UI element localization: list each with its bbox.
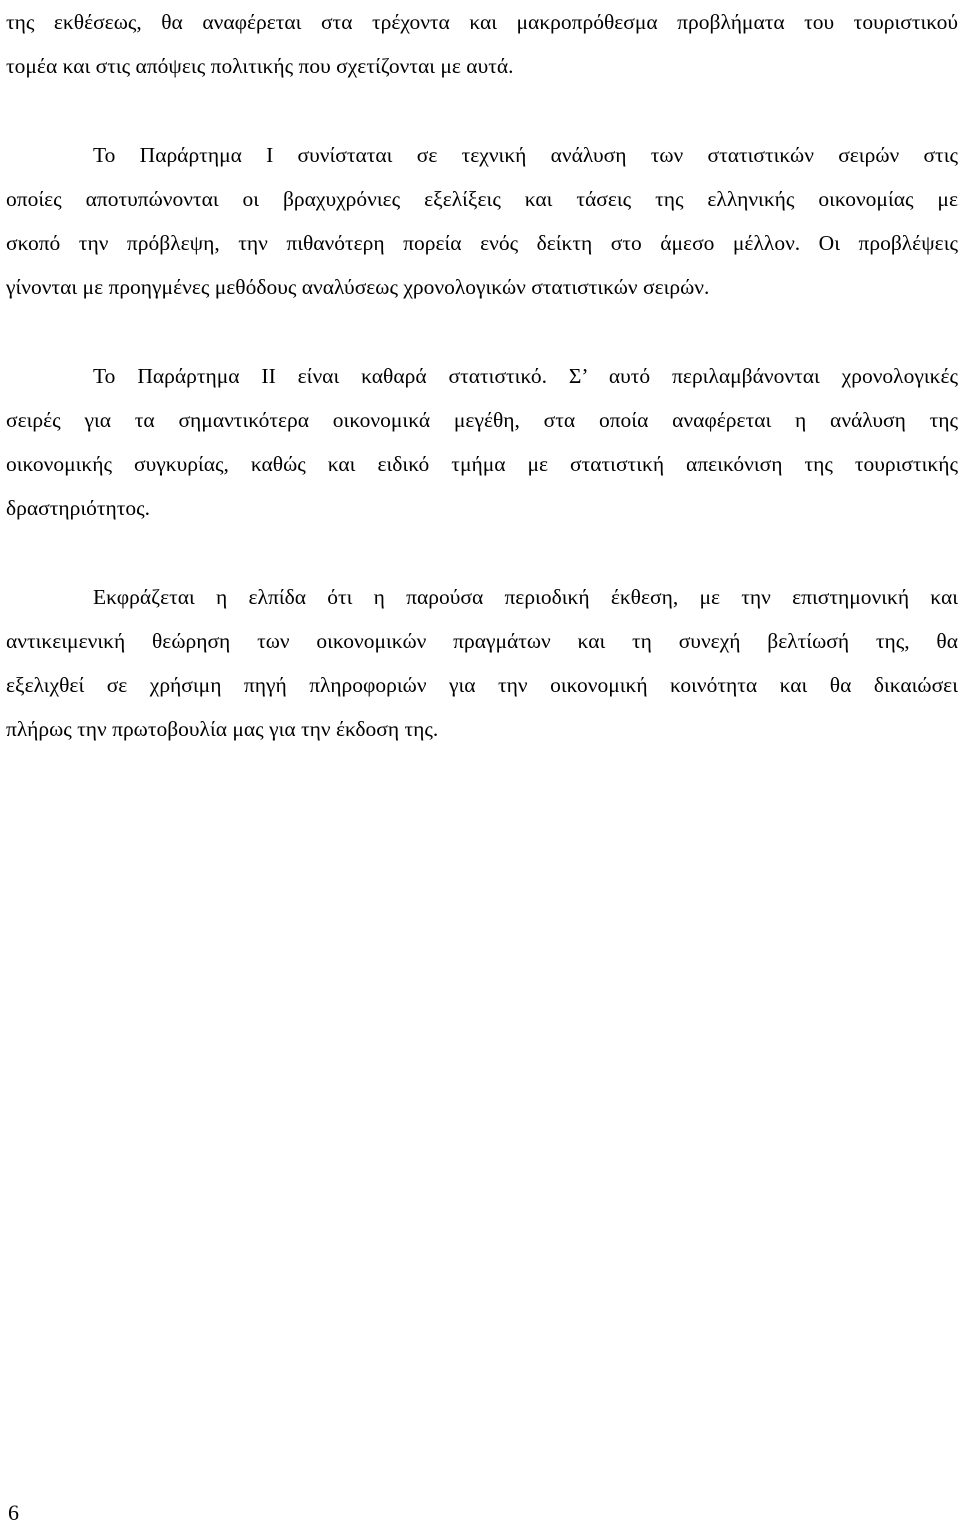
document-body — [6, 0, 958, 751]
paragraph-line: Το Παράρτημα Ι συνίσταται σε τεχνική ανάλυση των στατιστικών σειρών στις — [93, 143, 958, 167]
paragraph-line: γίνονται με προηγμένες μεθόδους αναλύσεως χρονολογικών στατιστικών σειρών. — [6, 275, 710, 299]
paragraph-line: δραστηριότητος. — [6, 496, 151, 520]
paragraph-spacer — [6, 309, 958, 354]
paragraph-line: οποίες αποτυπώνονται οι βραχυχρόνιες εξελίξεις και τάσεις της ελληνικής οικονομίας με — [6, 187, 958, 211]
paragraph-line: της εκθέσεως, θα αναφέρεται στα τρέχοντα και μακροπρόθεσμα προβλήματα του τουριστικού — [6, 10, 958, 34]
paragraph-4 — [6, 575, 958, 751]
paragraph-line: εξελιχθεί σε χρήσιμη πηγή πληροφοριών για την οικονομική κοινότητα και θα δικαιώσει — [6, 673, 958, 697]
paragraph-spacer — [6, 530, 958, 575]
paragraph-line: τομέα και στις απόψεις πολιτικής που σχετίζονται με αυτά. — [6, 54, 514, 78]
paragraph-2 — [6, 133, 958, 309]
paragraph-line: πλήρως την πρωτοβουλία μας για την έκδοση της. — [6, 717, 439, 741]
paragraph-spacer — [6, 88, 958, 133]
paragraph-line: σειρές για τα σημαντικότερα οικονομικά μεγέθη, στα οποία αναφέρεται η ανάλυση της — [6, 408, 958, 432]
paragraph-line: οικονομικής συγκυρίας, καθώς και ειδικό τμήμα με στατιστική απεικόνιση της τουριστικής — [6, 452, 958, 476]
paragraph-line: σκοπό την πρόβλεψη, την πιθανότερη πορεία ενός δείκτη στο άμεσο μέλλον. Οι προβλέψεις — [6, 231, 958, 255]
page-number: 6 — [8, 1500, 19, 1525]
paragraph-line: αντικειμενική θεώρηση των οικονομικών πραγμάτων και τη συνεχή βελτίωσή της, θα — [6, 629, 958, 653]
paragraph-3 — [6, 354, 958, 530]
paragraph-line: Το Παράρτημα ΙΙ είναι καθαρά στατιστικό. Σ’ αυτό περιλαμβάνονται χρονολογικές — [93, 364, 958, 388]
paragraph-line: Εκφράζεται η ελπίδα ότι η παρούσα περιοδική έκθεση, με την επιστημονική και — [93, 585, 958, 609]
paragraph-1 — [6, 0, 958, 88]
